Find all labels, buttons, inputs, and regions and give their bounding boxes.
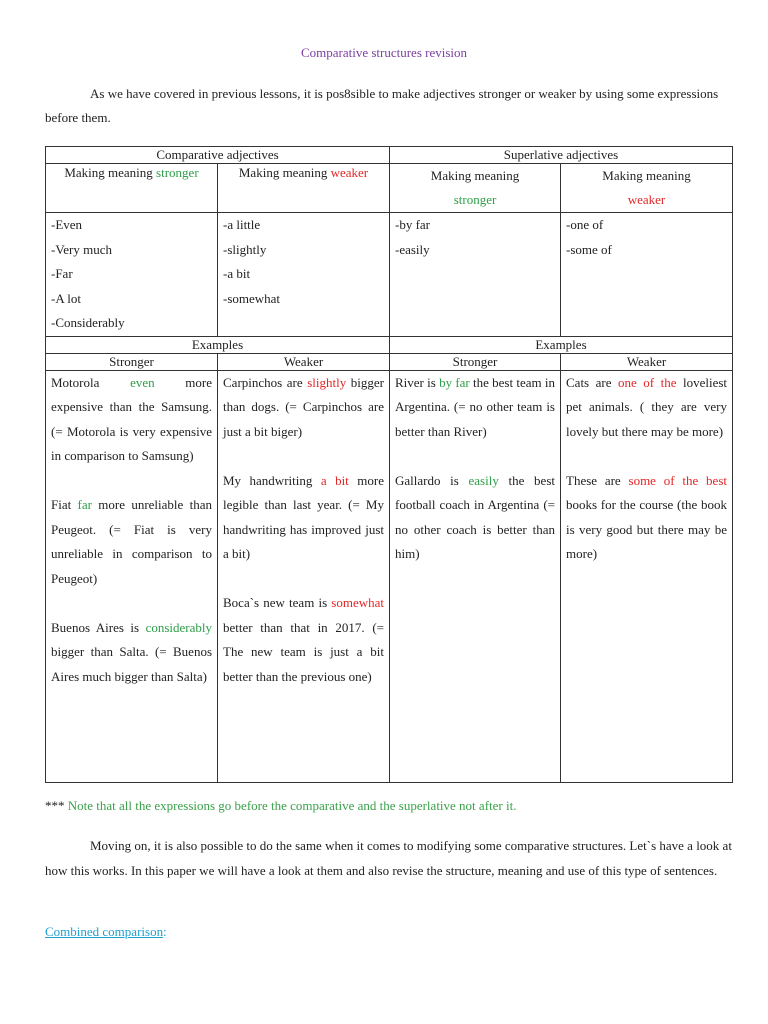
example-sentence: Fiat far more unreliable than Peugeot. (= Fiat is very unreliable in comparison to Peugeot)	[51, 497, 212, 586]
note-text: Note that all the expressions go before the comparative and the superlative not after it.	[67, 798, 517, 813]
list-item: -Far	[51, 266, 73, 281]
note-line	[45, 798, 735, 814]
intro-paragraph: As we have covered in previous lessons, it is pos8sible to make adjectives stronger or weaker by using some expressions before them.	[45, 86, 719, 125]
link-colon: :	[163, 924, 167, 939]
highlight-phrase: one of the	[617, 374, 677, 390]
example-sentence: My handwriting a bit more legible than last year. (= My handwriting has improved just a bit)	[223, 472, 384, 561]
sup-stronger-examples	[390, 370, 561, 782]
example-gap	[223, 567, 384, 592]
example-sentence: Gallardo is easily the best football coach in Argentina (= no other coach is better than him)	[395, 472, 555, 561]
comp-ex-weaker-label: Weaker	[218, 353, 390, 370]
list-item: -one of	[566, 217, 604, 232]
sup-ex-stronger-label: Stronger	[390, 353, 561, 370]
sup-weaker-header: Making meaning weaker	[561, 164, 733, 213]
comparison-table	[45, 146, 733, 783]
highlight-phrase: some of the best	[628, 472, 727, 488]
comp-stronger-examples	[46, 370, 218, 782]
example-gap	[223, 444, 384, 469]
second-paragraph: Moving on, it is also possible to do the same when it comes to modifying some comparative structures. Let`s have a look at how this works. In this paper we will have a look at them and also revise the structure, meaning and use of this type of sentences.	[45, 838, 732, 878]
comparative-header: Comparative adjectives	[46, 147, 390, 164]
list-item: -Very much	[51, 241, 113, 257]
example-gap	[395, 444, 555, 469]
comp-examples-label: Examples	[46, 336, 390, 353]
highlight-phrase: even	[130, 374, 155, 390]
highlight-phrase: easily	[468, 472, 499, 488]
example-gap	[51, 469, 212, 494]
comp-weaker-examples	[218, 370, 390, 782]
list-item: -Even	[51, 217, 83, 232]
comp-stronger-list	[46, 213, 218, 337]
document-title: Comparative structures revision	[300, 45, 468, 60]
sup-weaker-examples	[561, 370, 733, 782]
sup-ex-weaker-label: Weaker	[561, 353, 733, 370]
example-sentence: River is by far the best team in Argentina. (= no other team is better than River)	[395, 374, 555, 439]
comp-weaker-list	[218, 213, 390, 337]
list-item: -A lot	[51, 290, 81, 306]
list-item: -by far	[395, 217, 431, 232]
highlight-phrase: somewhat	[331, 595, 384, 610]
comp-ex-stronger-label: Stronger	[46, 353, 218, 370]
highlight-phrase: by far	[439, 374, 470, 390]
list-item: -a bit	[223, 266, 251, 281]
list-item: -Considerably	[51, 315, 125, 330]
comp-stronger-header: Making meaning stronger	[46, 164, 218, 213]
list-item: -slightly	[223, 241, 267, 257]
highlight-phrase: a bit	[320, 472, 349, 488]
highlight-phrase: far	[77, 497, 92, 512]
comp-weaker-header: Making meaning weaker	[218, 164, 390, 213]
note-stars: ***	[45, 798, 68, 813]
example-sentence: Carpinchos are slightly bigger than dogs. (= Carpinchos are just a bit biger)	[223, 374, 384, 439]
sup-stronger-header: Making meaning stronger	[390, 164, 561, 213]
highlight-phrase: slightly	[307, 374, 347, 390]
example-sentence: Motorola even more expensive than the Samsung. (= Motorola is very expensive in comparison to Samsung)	[51, 374, 212, 463]
example-sentence: Buenos Aires is considerably bigger than Salta. (= Buenos Aires much bigger than Salta)	[51, 619, 212, 684]
combined-comparison-link[interactable]: Combined comparison	[45, 924, 164, 939]
example-sentence: These are some of the best books for the course (the book is very good but there may be more)	[566, 472, 727, 561]
example-sentence: Cats are one of the loveliest pet animals. ( they are very lovely but there may be more)	[566, 374, 728, 439]
list-item: -some of	[566, 241, 612, 257]
sup-stronger-list	[390, 213, 561, 337]
highlight-phrase: considerably	[145, 619, 212, 635]
sup-weaker-list	[561, 213, 733, 337]
list-item: -easily	[395, 241, 430, 257]
list-item: -a little	[223, 217, 261, 232]
sup-examples-label: Examples	[390, 336, 733, 353]
example-gap	[51, 591, 212, 616]
list-item: -somewhat	[223, 290, 281, 306]
example-sentence: Boca`s new team is somewhat better than that in 2017. (= The new team is just a bit better than the previous one)	[223, 595, 384, 684]
superlative-header: Superlative adjectives	[390, 147, 733, 164]
example-gap	[566, 444, 727, 469]
